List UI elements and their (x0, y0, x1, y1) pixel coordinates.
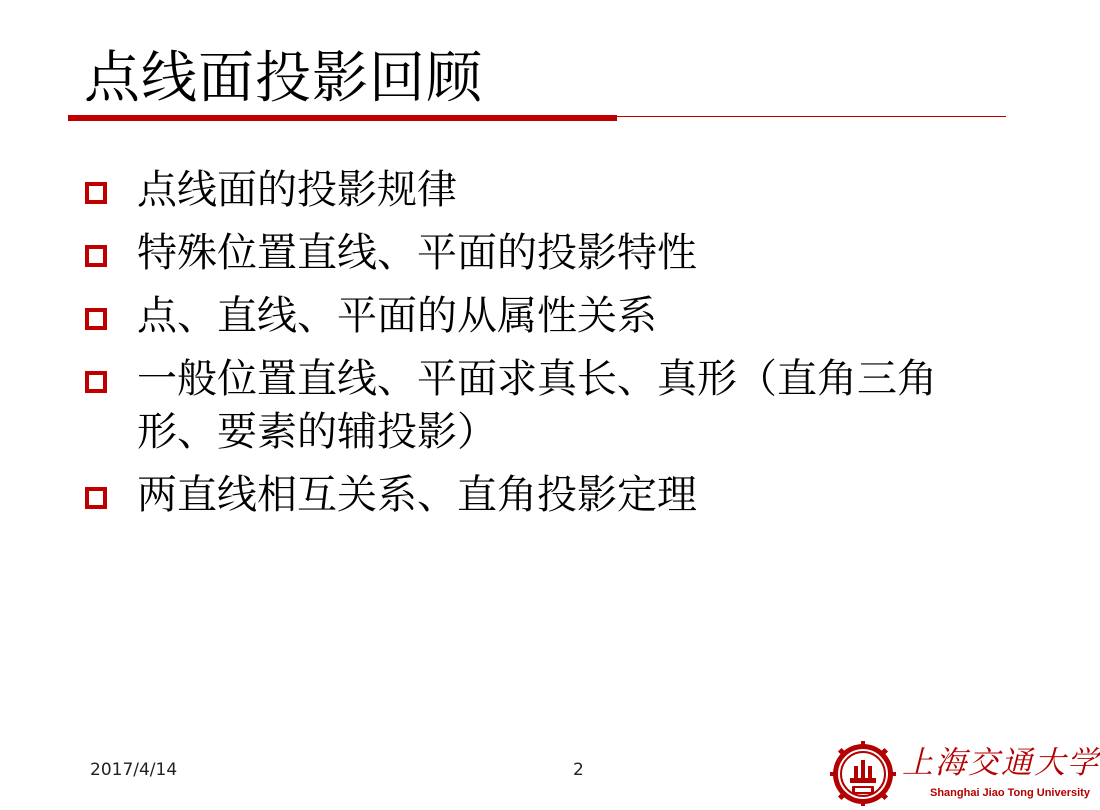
logo-name-cn: 上海交通大学 (902, 745, 1100, 781)
university-seal-icon (828, 740, 898, 806)
bullet-item (82, 290, 942, 343)
title-underline-thick (68, 115, 617, 121)
bullet-text: 一般位置直线、平面求真长、真形（直角三角形、要素的辅投影） (137, 356, 937, 455)
bullet-item (82, 227, 942, 280)
square-bullet-icon (85, 308, 107, 330)
bullet-item (82, 353, 942, 459)
square-bullet-icon (85, 371, 107, 393)
bullet-list (82, 164, 942, 532)
bullet-item (82, 164, 942, 217)
square-bullet-icon (85, 245, 107, 267)
bullet-text: 点线面的投影规律 (137, 167, 457, 213)
bullet-text: 点、直线、平面的从属性关系 (137, 293, 657, 339)
bullet-text: 特殊位置直线、平面的投影特性 (137, 230, 697, 276)
footer-date: 2017/4/14 (90, 760, 178, 780)
bullet-item (82, 469, 942, 522)
logo-name-en: Shanghai Jiao Tong University (930, 787, 1090, 799)
bullet-text: 两直线相互关系、直角投影定理 (137, 472, 697, 518)
page-number: 2 (573, 760, 584, 780)
square-bullet-icon (85, 182, 107, 204)
slide-title: 点线面投影回顾 (84, 46, 483, 111)
square-bullet-icon (85, 487, 107, 509)
university-logo (828, 740, 1100, 806)
